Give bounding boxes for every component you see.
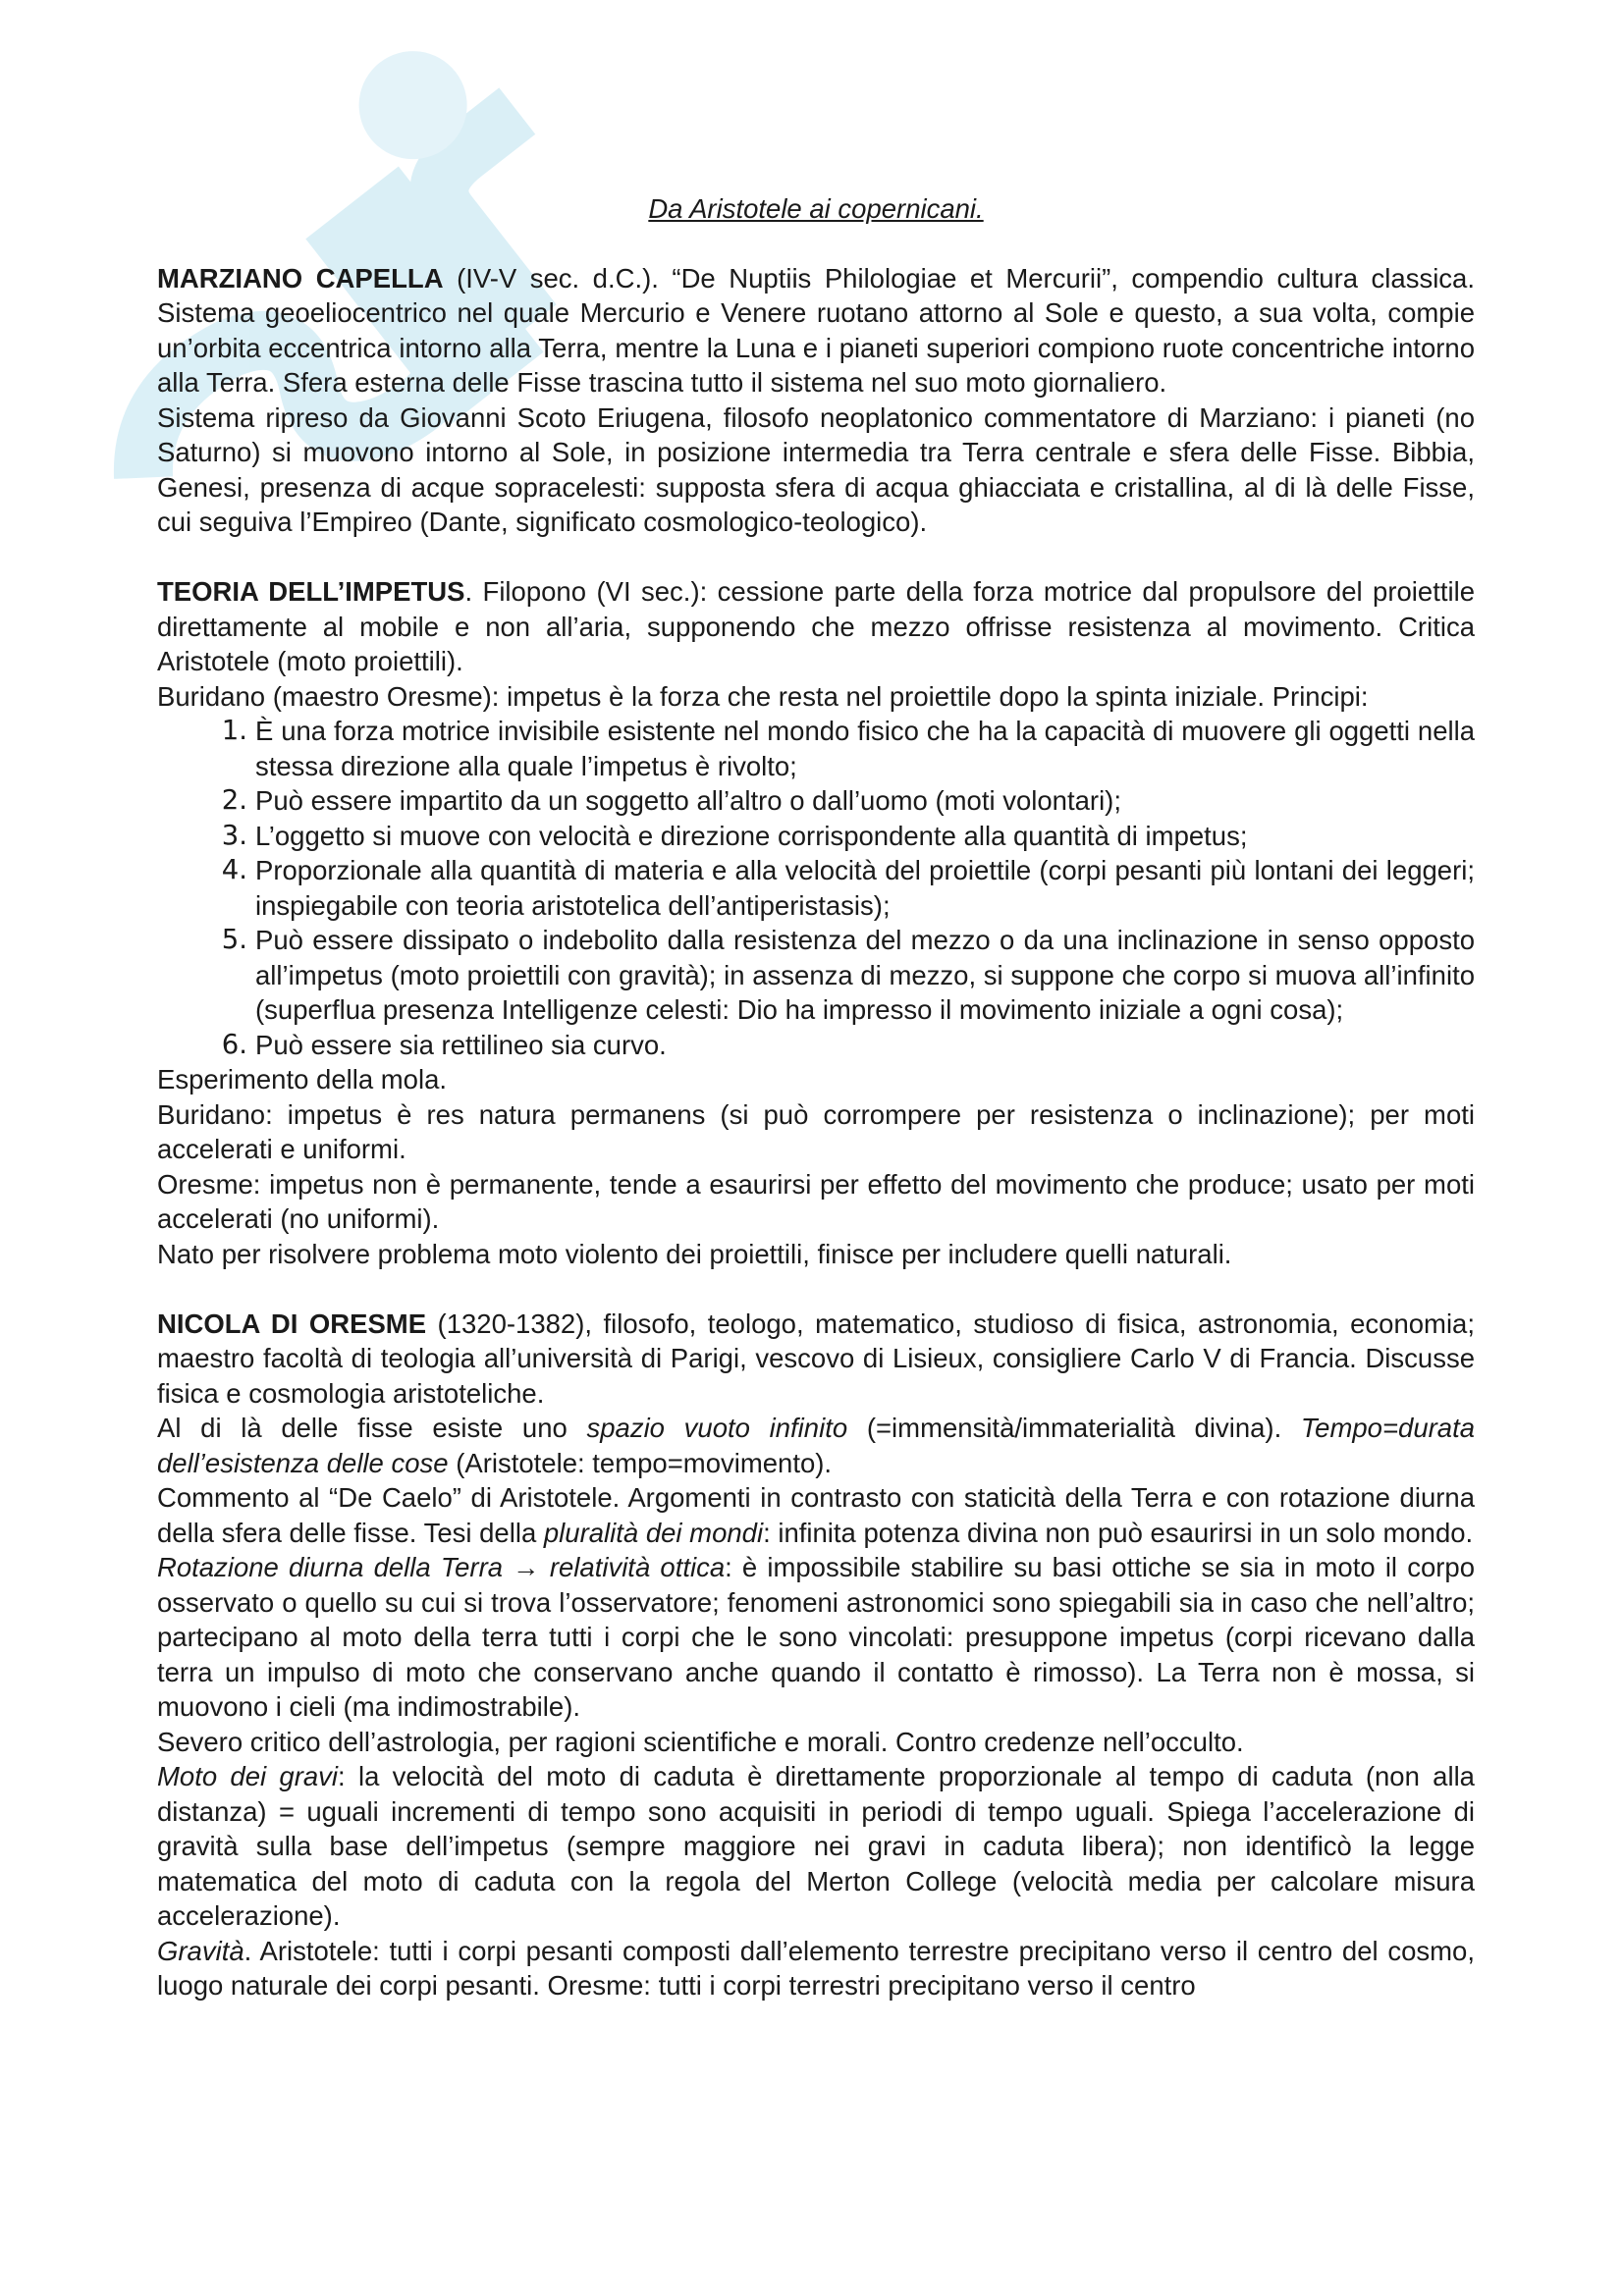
marziano-paragraph-1: MARZIANO CAPELLA (IV-V sec. d.C.). “De Nuptiis Philologiae et Mercurii”, compendio cultura classica. Sistema geoeliocentrico nel quale Mercurio e Venere ruotano attorno al Sole e questo, a sua volta, compie un’orbita eccentrica intorno alla Terra, mentre la Luna e i pianeti superiori compiono ruote concentriche intorno alla Terra. Sfera esterna delle Fisse trascina tutto il sistema nel suo moto giornaliero. xyxy=(157,262,1475,398)
principle-item: 6. Può essere sia rettilineo sia curvo. xyxy=(221,1028,667,1060)
impetus-paragraph-6: Nato per risolvere problema moto violento dei proiettili, finisce per includere quelli naturali. xyxy=(157,1238,1232,1269)
oresme-paragraph-1: NICOLA DI ORESME (1320-1382), filosofo, teologo, matematico, studioso di fisica, astronomia, economia; maestro facoltà di teologia all’università di Parigi, vescovo di Lisieux, consigliere Carlo V di Francia. Discusse fisica e cosmologia aristoteliche. xyxy=(157,1308,1475,1409)
principles-list xyxy=(157,714,1475,1062)
principle-item: 2. Può essere impartito da un soggetto all’altro o dall’uomo (moti volontari); xyxy=(221,784,1121,816)
impetus-paragraph-5: Oresme: impetus non è permanente, tende a esaurirsi per effetto del movimento che produce; usato per moti accelerati (no uniformi). xyxy=(157,1168,1475,1234)
oresme-paragraph-5: Severo critico dell’astrologia, per ragioni scientifiche e morali. Contro credenze nell’occulto. xyxy=(157,1726,1244,1757)
oresme-paragraph-2: Al di là delle fisse esiste uno spazio vuoto infinito (=immensità/immaterialità divina). Tempo=durata dell’esistenza delle cose (Aristotele: tempo=movimento). xyxy=(157,1413,1476,1478)
marziano-paragraph-2: Sistema ripreso da Giovanni Scoto Eriugena, filosofo neoplatonico commentatore di Marziano: i pianeti (no Saturno) si muovono intorno al Sole, in posizione intermedia tra Terra centrale e sfera delle Fisse. Bibbia, Genesi, presenza di acque sopracelesti: supposta sfera di acqua ghiacciata e cristallina, al di là delle Fisse, cui seguiva l’Empireo (Dante, significato cosmologico-teologico). xyxy=(157,401,1475,537)
impetus-paragraph-4: Buridano: impetus è res natura permanens (si può corrompere per resistenza o inclinazione); per moti accelerati e uniformi. xyxy=(157,1098,1475,1164)
impetus-paragraph-2: Buridano (maestro Oresme): impetus è la forza che resta nel proiettile dopo la spinta iniziale. Principi: xyxy=(157,680,1369,712)
oresme-paragraph-6: Moto dei gravi: la velocità del moto di caduta è direttamente proporzionale al tempo di caduta (non alla distanza) = uguali incrementi di tempo sono acquisiti in periodi di tempo uguali. Spiega l’accelerazione di gravità sulla base dell’impetus (sempre maggiore nei gravi in caduta libera); non identificò la legge matematica del moto di caduta con la regola del Merton College (velocità media per calcolare misura accelerazione). xyxy=(157,1761,1475,1931)
principle-item: 4. Proporzionale alla quantità di materia e alla velocità del proiettile (corpi pesanti più lontani dei leggeri; inspiegabile con teoria aristotelica dell’antiperistasis); xyxy=(221,854,1475,921)
document-page xyxy=(157,191,1475,2003)
impetus-paragraph-3: Esperimento della mola. xyxy=(157,1064,448,1095)
oresme-heading: NICOLA DI ORESME xyxy=(157,1308,427,1339)
principle-item: 3. L’oggetto si muove con velocità e direzione corrispondente alla quantità di impetus; xyxy=(221,819,1248,851)
oresme-paragraph-4: Rotazione diurna della Terra → relatività ottica: è impossibile stabilire su basi ottiche se sia in moto il corpo osservato o quello su cui si trova l’osservatore; fenomeni astronomici sono spiegabili sia in caso che nell’altro; partecipano al moto della terra tutti i corpi che le sono vincolati: presuppone impetus (corpi ricevano dalla terra un impulso di moto che conservano anche quando il contatto è rimosso). La Terra non è mossa, si muovono i cieli (ma indimostrabile). xyxy=(157,1552,1475,1722)
principle-item: 1. È una forza motrice invisibile esistente nel mondo fisico che ha la capacità di muovere gli oggetti nella stessa direzione alla quale l’impetus è rivolto; xyxy=(221,715,1475,781)
marziano-heading: MARZIANO CAPELLA xyxy=(157,262,444,294)
oresme-paragraph-7: Gravità. Aristotele: tutti i corpi pesanti composti dall’elemento terrestre precipitano verso il centro del cosmo, luogo naturale dei corpi pesanti. Oresme: tutti i corpi terrestri precipitano verso il centro xyxy=(157,1935,1475,2001)
principle-item: 5. Può essere dissipato o indebolito dalla resistenza del mezzo o da una inclinazione in senso opposto all’impetus (moto proiettili con gravità); in assenza di mezzo, si suppone che corpo si muova all’infinito (superflua presenza Intelligenze celesti: Dio ha impresso il movimento iniziale a ogni cosa); xyxy=(221,924,1475,1025)
impetus-heading: TEORIA DELL’IMPETUS xyxy=(157,576,465,607)
impetus-paragraph-1: TEORIA DELL’IMPETUS. Filopono (VI sec.): cessione parte della forza motrice dal propulsore del proiettile direttamente al mobile e non all’aria, supponendo che mezzo offrisse resistenza al movimento. Critica Aristotele (moto proiettili). xyxy=(157,576,1475,676)
oresme-paragraph-3: Commento al “De Caelo” di Aristotele. Argomenti in contrasto con staticità della Terra e con rotazione diurna della sfera delle fisse. Tesi della pluralità dei mondi: infinita potenza divina non può esaurirsi in un solo mondo. xyxy=(157,1482,1475,1548)
document-title: Da Aristotele ai copernicani. xyxy=(648,193,984,224)
